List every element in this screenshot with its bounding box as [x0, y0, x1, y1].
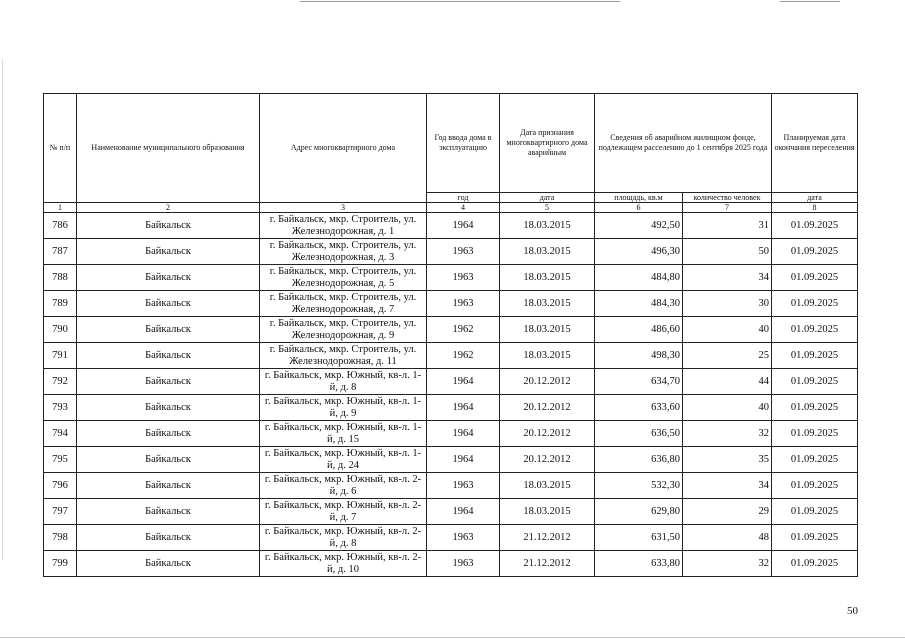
- planned-end-cell: 01.09.2025: [772, 265, 858, 291]
- year-cell: 1964: [427, 421, 500, 447]
- area-cell: 492,50: [595, 213, 683, 239]
- recognition-date-cell: 18.03.2015: [500, 291, 595, 317]
- planned-end-cell: 01.09.2025: [772, 499, 858, 525]
- area-cell: 484,80: [595, 265, 683, 291]
- planned-end-cell: 01.09.2025: [772, 395, 858, 421]
- planned-end-cell: 01.09.2025: [772, 473, 858, 499]
- people-count-cell: 48: [683, 525, 772, 551]
- municipality-cell: Байкальск: [77, 291, 260, 317]
- planned-end-cell: 01.09.2025: [772, 369, 858, 395]
- table-row: [44, 447, 858, 473]
- table-body: [44, 213, 858, 577]
- people-count-cell: 29: [683, 499, 772, 525]
- address-cell: г. Байкальск, мкр. Строитель, ул. Железнодорожная, д. 9: [260, 317, 427, 343]
- area-cell: 629,80: [595, 499, 683, 525]
- row-number: 787: [44, 239, 77, 265]
- row-number: 798: [44, 525, 77, 551]
- area-cell: 484,30: [595, 291, 683, 317]
- recognition-date-cell: 21.12.2012: [500, 551, 595, 577]
- year-cell: 1963: [427, 265, 500, 291]
- address-cell: г. Байкальск, мкр. Строитель, ул. Железнодорожная, д. 5: [260, 265, 427, 291]
- planned-end-cell: 01.09.2025: [772, 343, 858, 369]
- table-row: [44, 551, 858, 577]
- scan-artifact-bottom: [0, 637, 905, 638]
- municipality-cell: Байкальск: [77, 213, 260, 239]
- year-cell: 1964: [427, 447, 500, 473]
- people-count-cell: 50: [683, 239, 772, 265]
- people-count-cell: 34: [683, 473, 772, 499]
- column-number: 5: [500, 203, 595, 213]
- area-cell: 636,80: [595, 447, 683, 473]
- column-number-row: [44, 203, 858, 213]
- year-cell: 1964: [427, 369, 500, 395]
- row-number: 793: [44, 395, 77, 421]
- year-cell: 1964: [427, 213, 500, 239]
- table-row: [44, 265, 858, 291]
- recognition-date-cell: 20.12.2012: [500, 447, 595, 473]
- planned-end-cell: 01.09.2025: [772, 213, 858, 239]
- table-row: [44, 525, 858, 551]
- municipality-cell: Байкальск: [77, 421, 260, 447]
- year-cell: 1963: [427, 239, 500, 265]
- municipality-cell: Байкальск: [77, 265, 260, 291]
- planned-end-cell: 01.09.2025: [772, 239, 858, 265]
- row-number: 792: [44, 369, 77, 395]
- planned-end-cell: 01.09.2025: [772, 447, 858, 473]
- people-count-cell: 25: [683, 343, 772, 369]
- people-count-cell: 30: [683, 291, 772, 317]
- row-number: 791: [44, 343, 77, 369]
- address-cell: г. Байкальск, мкр. Южный, кв-л. 2-й, д. 6: [260, 473, 427, 499]
- subheader-area: площадь, кв.м: [595, 193, 683, 203]
- subheader-year: год: [427, 193, 500, 203]
- recognition-date-cell: 18.03.2015: [500, 213, 595, 239]
- area-cell: 498,30: [595, 343, 683, 369]
- municipality-cell: Байкальск: [77, 447, 260, 473]
- people-count-cell: 34: [683, 265, 772, 291]
- year-cell: 1963: [427, 291, 500, 317]
- table-row: [44, 213, 858, 239]
- header-address: Адрес многоквартирного дома: [260, 94, 427, 203]
- address-cell: г. Байкальск, мкр. Строитель, ул. Железнодорожная, д. 1: [260, 213, 427, 239]
- area-cell: 633,60: [595, 395, 683, 421]
- planned-end-cell: 01.09.2025: [772, 317, 858, 343]
- subheader-end-date: дата: [772, 193, 858, 203]
- column-number: 8: [772, 203, 858, 213]
- scan-artifact-top-right: [780, 1, 840, 2]
- area-cell: 636,50: [595, 421, 683, 447]
- table-row: [44, 395, 858, 421]
- address-cell: г. Байкальск, мкр. Строитель, ул. Железнодорожная, д. 11: [260, 343, 427, 369]
- header-emergency-info: Сведения об аварийном жилищном фонде, подлежащем расселению до 1 сентября 2025 года: [595, 94, 772, 193]
- municipality-cell: Байкальск: [77, 343, 260, 369]
- recognition-date-cell: 18.03.2015: [500, 473, 595, 499]
- row-number: 788: [44, 265, 77, 291]
- recognition-date-cell: 21.12.2012: [500, 525, 595, 551]
- recognition-date-cell: 18.03.2015: [500, 265, 595, 291]
- recognition-date-cell: 18.03.2015: [500, 499, 595, 525]
- column-number: 1: [44, 203, 77, 213]
- column-number: 2: [77, 203, 260, 213]
- municipality-cell: Байкальск: [77, 499, 260, 525]
- subheader-people: количество человек: [683, 193, 772, 203]
- municipality-cell: Байкальск: [77, 551, 260, 577]
- table-row: [44, 239, 858, 265]
- year-cell: 1964: [427, 395, 500, 421]
- year-cell: 1963: [427, 551, 500, 577]
- row-number: 796: [44, 473, 77, 499]
- column-number: 6: [595, 203, 683, 213]
- table-row: [44, 369, 858, 395]
- table-row: [44, 473, 858, 499]
- people-count-cell: 32: [683, 421, 772, 447]
- address-cell: г. Байкальск, мкр. Южный, кв-л. 2-й, д. 8: [260, 525, 427, 551]
- municipality-cell: Байкальск: [77, 395, 260, 421]
- people-count-cell: 44: [683, 369, 772, 395]
- planned-end-cell: 01.09.2025: [772, 421, 858, 447]
- recognition-date-cell: 20.12.2012: [500, 421, 595, 447]
- address-cell: г. Байкальск, мкр. Южный, кв-л. 2-й, д. 10: [260, 551, 427, 577]
- row-number: 786: [44, 213, 77, 239]
- area-cell: 496,30: [595, 239, 683, 265]
- table-row: [44, 499, 858, 525]
- header-recognition-date: Дата признания многоквартирного дома аварийным: [500, 94, 595, 193]
- address-cell: г. Байкальск, мкр. Южный, кв-л. 1-й, д. 24: [260, 447, 427, 473]
- area-cell: 631,50: [595, 525, 683, 551]
- area-cell: 633,80: [595, 551, 683, 577]
- row-number: 789: [44, 291, 77, 317]
- area-cell: 634,70: [595, 369, 683, 395]
- column-number: 4: [427, 203, 500, 213]
- planned-end-cell: 01.09.2025: [772, 525, 858, 551]
- subheader-date: дата: [500, 193, 595, 203]
- row-number: 790: [44, 317, 77, 343]
- header-no: № п/п: [44, 94, 77, 203]
- recognition-date-cell: 18.03.2015: [500, 317, 595, 343]
- area-cell: 532,30: [595, 473, 683, 499]
- municipality-cell: Байкальск: [77, 473, 260, 499]
- resettlement-table: [43, 93, 858, 577]
- municipality-cell: Байкальск: [77, 239, 260, 265]
- row-number: 797: [44, 499, 77, 525]
- scan-artifact-left: [2, 60, 3, 560]
- recognition-date-cell: 20.12.2012: [500, 369, 595, 395]
- address-cell: г. Байкальск, мкр. Южный, кв-л. 2-й, д. 7: [260, 499, 427, 525]
- row-number: 794: [44, 421, 77, 447]
- people-count-cell: 35: [683, 447, 772, 473]
- header-planned-end: Планируемая дата окончания переселения: [772, 94, 858, 193]
- recognition-date-cell: 18.03.2015: [500, 239, 595, 265]
- table-row: [44, 317, 858, 343]
- address-cell: г. Байкальск, мкр. Южный, кв-л. 1-й, д. 8: [260, 369, 427, 395]
- planned-end-cell: 01.09.2025: [772, 291, 858, 317]
- municipality-cell: Байкальск: [77, 369, 260, 395]
- address-cell: г. Байкальск, мкр. Южный, кв-л. 1-й, д. 9: [260, 395, 427, 421]
- municipality-cell: Байкальск: [77, 525, 260, 551]
- column-number: 7: [683, 203, 772, 213]
- people-count-cell: 40: [683, 317, 772, 343]
- municipality-cell: Байкальск: [77, 317, 260, 343]
- address-cell: г. Байкальск, мкр. Строитель, ул. Железнодорожная, д. 3: [260, 239, 427, 265]
- people-count-cell: 32: [683, 551, 772, 577]
- year-cell: 1962: [427, 317, 500, 343]
- year-cell: 1963: [427, 525, 500, 551]
- header-municipality: Наименование муниципального образования: [77, 94, 260, 203]
- page-number: 50: [847, 605, 858, 617]
- recognition-date-cell: 18.03.2015: [500, 343, 595, 369]
- header-year-built: Год ввода дома в эксплуатацию: [427, 94, 500, 193]
- year-cell: 1964: [427, 499, 500, 525]
- people-count-cell: 40: [683, 395, 772, 421]
- row-number: 799: [44, 551, 77, 577]
- people-count-cell: 31: [683, 213, 772, 239]
- table-row: [44, 291, 858, 317]
- address-cell: г. Байкальск, мкр. Строитель, ул. Железнодорожная, д. 7: [260, 291, 427, 317]
- recognition-date-cell: 20.12.2012: [500, 395, 595, 421]
- column-number: 3: [260, 203, 427, 213]
- planned-end-cell: 01.09.2025: [772, 551, 858, 577]
- scan-artifact-top: [300, 1, 620, 2]
- header-row: [44, 94, 858, 193]
- area-cell: 486,60: [595, 317, 683, 343]
- year-cell: 1962: [427, 343, 500, 369]
- year-cell: 1963: [427, 473, 500, 499]
- table-row: [44, 343, 858, 369]
- row-number: 795: [44, 447, 77, 473]
- address-cell: г. Байкальск, мкр. Южный, кв-л. 1-й, д. 15: [260, 421, 427, 447]
- table-row: [44, 421, 858, 447]
